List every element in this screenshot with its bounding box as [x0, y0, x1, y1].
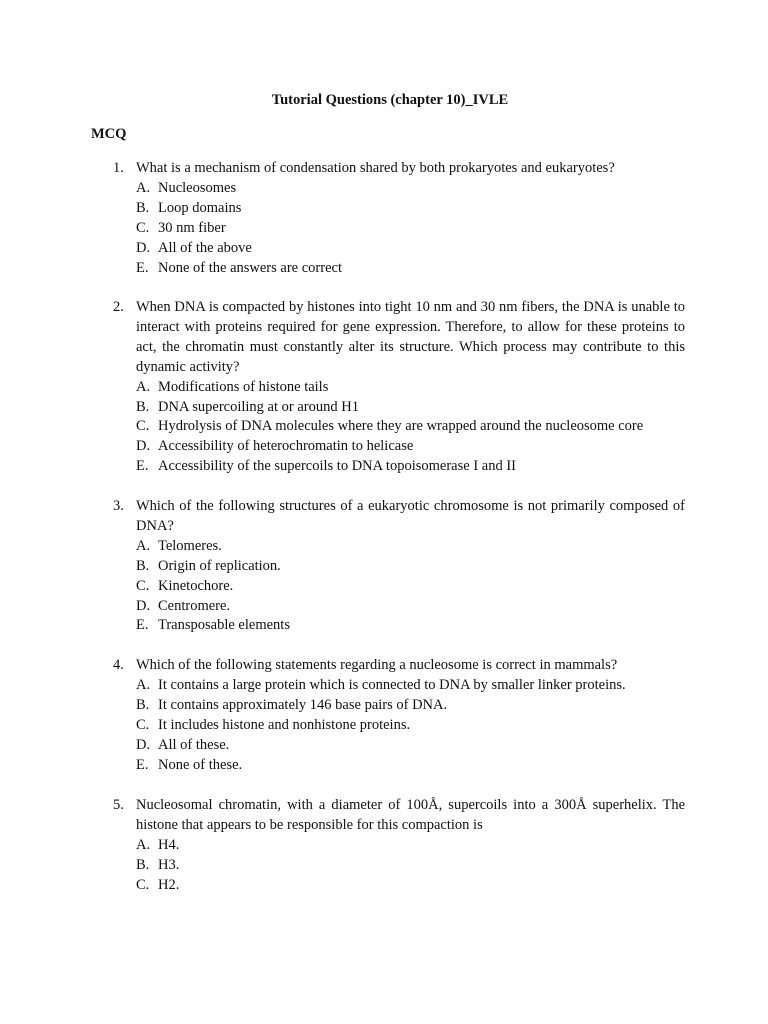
question-number: 3.: [113, 498, 124, 514]
option-letter: B.: [136, 557, 150, 574]
option-letter: B.: [136, 696, 150, 713]
option-text: Nucleosomes: [158, 179, 237, 196]
answer-option: [136, 239, 685, 259]
answer-options: [136, 836, 685, 896]
option-text: Origin of replication.: [158, 557, 281, 574]
option-text: Accessibility of the supercoils to DNA topoisomerase I and II: [158, 458, 516, 475]
question-3: [113, 497, 685, 636]
answer-option: [136, 716, 685, 736]
answer-option: [136, 876, 685, 896]
option-letter: C.: [136, 219, 150, 236]
option-text: Hydrolysis of DNA molecules where they are wrapped around the nucleosome core: [158, 418, 644, 435]
answer-option: [136, 259, 685, 279]
option-text: H3.: [158, 856, 180, 873]
option-letter: D.: [136, 239, 151, 256]
option-text: It includes histone and nonhistone proteins.: [158, 716, 411, 733]
option-letter: A.: [136, 378, 151, 395]
question-number: 4.: [113, 657, 124, 673]
answer-options: [136, 537, 685, 637]
answer-option: [136, 736, 685, 756]
answer-option: [136, 577, 685, 597]
option-letter: A.: [136, 179, 151, 196]
question-number: 5.: [113, 797, 124, 813]
option-letter: E.: [136, 617, 149, 634]
option-letter: D.: [136, 438, 151, 455]
option-text: Loop domains: [158, 199, 242, 216]
question-2: [113, 298, 685, 477]
option-text: 30 nm fiber: [158, 219, 226, 236]
option-letter: C.: [136, 418, 150, 435]
document-title: Tutorial Questions (chapter 10)_IVLE: [271, 92, 509, 108]
answer-option: [136, 597, 685, 617]
option-text: H2.: [158, 876, 180, 893]
option-letter: B.: [136, 856, 150, 873]
answer-options: [136, 676, 685, 776]
option-text: DNA supercoiling at or around H1: [158, 398, 359, 415]
answer-options: [136, 378, 685, 478]
option-letter: A.: [136, 836, 151, 853]
option-letter: E.: [136, 458, 149, 475]
question-number: 1.: [113, 160, 124, 176]
question-text: What is a mechanism of condensation shared by both prokaryotes and eukaryotes?: [136, 160, 615, 176]
option-letter: C.: [136, 577, 150, 594]
question-text: Nucleosomal chromatin, with a diameter of 100Å, supercoils into a 300Å superhelix. The histone that appears to be responsible for this compaction is: [136, 797, 685, 833]
answer-option: [136, 398, 685, 418]
answer-option: [136, 537, 685, 557]
answer-option: [136, 676, 685, 696]
question-text: Which of the following statements regarding a nucleosome is correct in mammals?: [136, 657, 618, 673]
option-letter: A.: [136, 537, 151, 554]
option-letter: E.: [136, 756, 149, 773]
option-letter: E.: [136, 259, 149, 276]
question-5: [113, 796, 685, 896]
option-text: Modifications of histone tails: [158, 378, 329, 395]
answer-option: [136, 856, 685, 876]
option-text: All of these.: [158, 736, 230, 753]
option-letter: B.: [136, 398, 150, 415]
question-text: When DNA is compacted by histones into tight 10 nm and 30 nm fibers, the DNA is unable to interact with proteins required for gene expression. Therefore, to allow for these proteins to act, the chromatin must constantly alter its structure. Which process may contribute to this dynamic activity?: [136, 299, 685, 375]
answer-options: [136, 179, 685, 279]
answer-option: [136, 417, 685, 437]
option-text: None of these.: [158, 756, 243, 773]
option-text: Transposable elements: [158, 617, 290, 634]
option-text: H4.: [158, 836, 180, 853]
option-text: Centromere.: [158, 597, 231, 614]
answer-option: [136, 616, 685, 636]
option-letter: D.: [136, 736, 151, 753]
option-text: Telomeres.: [158, 537, 222, 554]
option-text: Accessibility of heterochromatin to helicase: [158, 438, 414, 455]
option-letter: D.: [136, 597, 151, 614]
option-text: None of the answers are correct: [158, 259, 342, 276]
answer-option: [136, 756, 685, 776]
answer-option: [136, 199, 685, 219]
answer-option: [136, 378, 685, 398]
option-letter: C.: [136, 876, 150, 893]
answer-option: [136, 219, 685, 239]
option-text: It contains approximately 146 base pairs of DNA.: [158, 696, 448, 713]
option-letter: B.: [136, 199, 150, 216]
answer-option: [136, 457, 685, 477]
answer-option: [136, 696, 685, 716]
answer-option: [136, 179, 685, 199]
option-letter: C.: [136, 716, 150, 733]
section-heading: MCQ: [91, 126, 127, 142]
question-text: Which of the following structures of a eukaryotic chromosome is not primarily composed of DNA?: [136, 498, 685, 534]
option-text: All of the above: [158, 239, 252, 256]
option-text: Kinetochore.: [158, 577, 234, 594]
answer-option: [136, 557, 685, 577]
question-4: [113, 656, 685, 775]
question-1: [113, 159, 685, 278]
answer-option: [136, 437, 685, 457]
answer-option: [136, 836, 685, 856]
question-number: 2.: [113, 299, 124, 315]
option-letter: A.: [136, 676, 151, 693]
option-text: It contains a large protein which is connected to DNA by smaller linker proteins.: [158, 676, 626, 693]
